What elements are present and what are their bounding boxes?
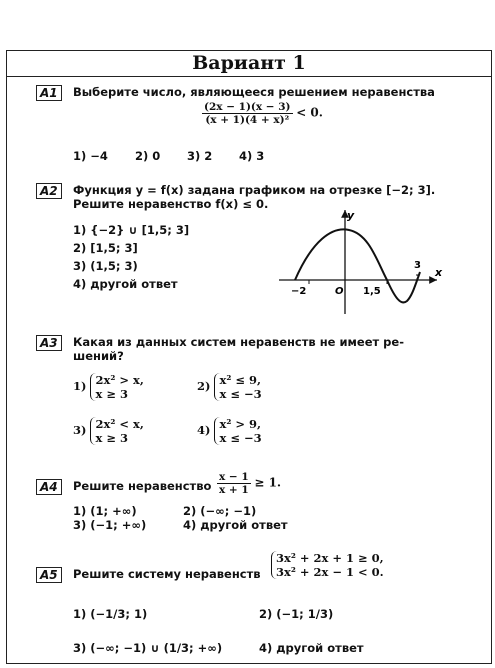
a1-question: Выберите число, являющееся решением неравенства xyxy=(73,85,435,99)
a4-relation: ≥ 1. xyxy=(254,475,282,490)
a5-system xyxy=(271,551,384,579)
tick-label-1-5: 1,5 xyxy=(363,286,381,297)
variant-title: Вариант 1 xyxy=(7,51,491,77)
a2-option-1: 1) {−2} ∪ [1,5; 3] xyxy=(73,223,190,237)
a3-option-3-number: 3) xyxy=(73,423,87,437)
a4-denominator: x + 1 xyxy=(219,484,249,496)
a4-option-3: 3) (−1; +∞) xyxy=(73,518,147,532)
a3-option-3 xyxy=(73,417,144,445)
y-axis-label: y xyxy=(347,209,355,222)
x-axis-label: x xyxy=(435,266,443,279)
worksheet xyxy=(6,50,492,664)
a3-option-4 xyxy=(197,417,262,445)
a3-question-line1: Какая из данных систем неравенств не имеет ре- xyxy=(73,335,404,349)
origin-label: O xyxy=(335,286,344,297)
tick-label-neg2: −2 xyxy=(291,286,307,297)
a2-option-3: 3) (1,5; 3) xyxy=(73,259,138,273)
a5-option-4: 4) другой ответ xyxy=(259,641,364,655)
a1-relation: < 0. xyxy=(296,105,323,120)
a3-option-1-number: 1) xyxy=(73,379,87,393)
a3-option-4-line1: x² > 9, xyxy=(219,417,262,431)
a3-option-2-line2: x ≤ −3 xyxy=(219,387,262,401)
a5-option-2: 2) (−1; 1/3) xyxy=(259,607,334,621)
a4-expression xyxy=(217,471,281,496)
a1-option-2: 2) 0 xyxy=(135,149,161,163)
a3-option-2 xyxy=(197,373,262,401)
a3-option-4-line2: x ≤ −3 xyxy=(219,431,262,445)
a4-question: Решите неравенство xyxy=(73,479,212,493)
function-graph xyxy=(277,206,447,318)
a5-option-3: 3) (−∞; −1) ∪ (1/3; +∞) xyxy=(73,641,223,655)
a3-option-2-line1: x² ≤ 9, xyxy=(219,373,262,387)
task-tag-a3: A3 xyxy=(36,335,62,351)
task-tag-a5: A5 xyxy=(36,567,62,583)
a3-option-3-line1: 2x² < x, xyxy=(95,417,144,431)
a2-question-line1: Функция y = f(x) задана графиком на отрезке [−2; 3]. xyxy=(73,183,436,197)
tick-label-3: 3 xyxy=(414,260,421,271)
task-tag-a4: A4 xyxy=(36,479,62,495)
a5-system-line2: 3x² + 2x − 1 < 0. xyxy=(276,565,384,579)
a5-option-1: 1) (−1/3; 1) xyxy=(73,607,148,621)
a2-question-line2: Решите неравенство f(x) ≤ 0. xyxy=(73,197,269,211)
a5-system-line1: 3x² + 2x + 1 ≥ 0, xyxy=(276,551,384,565)
a3-question-line2: шений? xyxy=(73,349,124,363)
a4-option-4: 4) другой ответ xyxy=(183,518,288,532)
a1-numerator: (2x − 1)(x − 3) xyxy=(204,101,291,113)
function-curve xyxy=(295,229,420,302)
a1-option-3: 3) 2 xyxy=(187,149,213,163)
a4-numerator: x − 1 xyxy=(219,471,249,483)
a1-denominator: (x + 1)(4 + x)² xyxy=(205,114,290,126)
a5-question: Решите систему неравенств xyxy=(73,567,261,581)
a1-expression xyxy=(202,101,323,126)
a3-option-1-line2: x ≥ 3 xyxy=(95,387,128,401)
a3-option-4-number: 4) xyxy=(197,423,211,437)
a2-option-2: 2) [1,5; 3] xyxy=(73,241,138,255)
a3-option-1 xyxy=(73,373,144,401)
a2-option-4: 4) другой ответ xyxy=(73,277,178,291)
a1-option-4: 4) 3 xyxy=(239,149,265,163)
task-tag-a1: A1 xyxy=(36,85,62,101)
a3-option-1-line1: 2x² > x, xyxy=(95,373,144,387)
a4-option-1: 1) (1; +∞) xyxy=(73,504,137,518)
a4-option-2: 2) (−∞; −1) xyxy=(183,504,257,518)
a1-option-1: 1) −4 xyxy=(73,149,108,163)
a3-option-3-line2: x ≥ 3 xyxy=(95,431,128,445)
task-tag-a2: A2 xyxy=(36,183,62,199)
a3-option-2-number: 2) xyxy=(197,379,211,393)
